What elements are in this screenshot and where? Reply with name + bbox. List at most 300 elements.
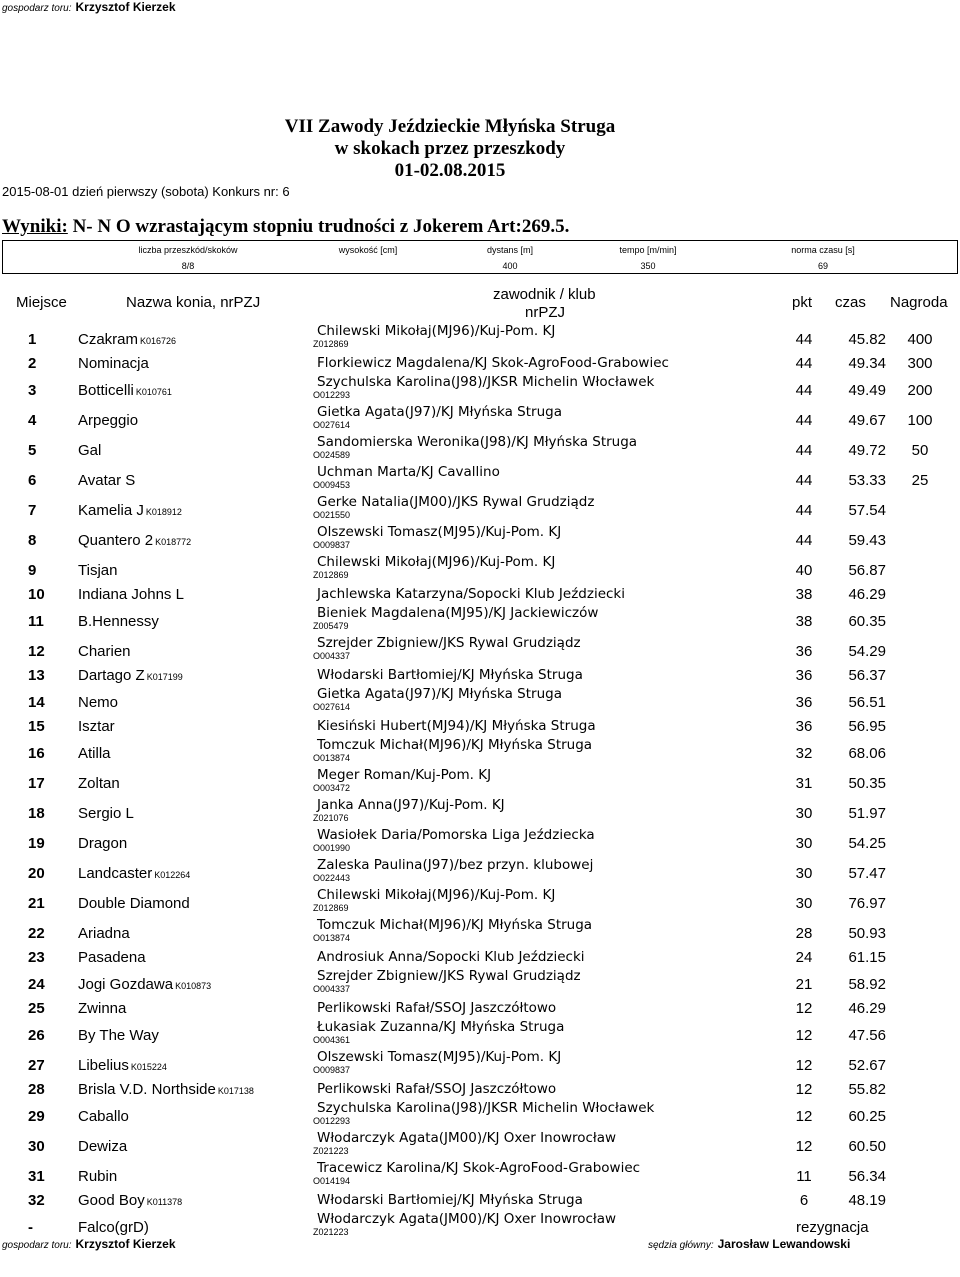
rider-id: Z021223 [313,1227,349,1237]
horse-name: By The Way [78,1027,159,1044]
horse-name: Landcaster [78,865,153,882]
rider-cell: Androsiuk Anna/Sopocki Klub Jeździecki [317,949,585,965]
rider-cell: Chilewski Mikołaj(MJ96)/Kuj-Pom. KJ [317,323,556,339]
rider-cell: Chilewski Mikołaj(MJ96)/Kuj-Pom. KJ [317,554,556,570]
rider-cell: Włodarski Bartłomiej/KJ Młyńska Struga [317,667,583,683]
rider-id: Z012869 [313,339,349,349]
rider-id: O013874 [313,933,351,943]
points-cell: 12 [795,1081,813,1098]
horse-id: K018772 [155,537,192,547]
points-cell: 12 [795,1027,813,1044]
time-cell: 49.72 [848,442,886,459]
horse-cell [78,643,131,660]
footer-judge [648,1237,850,1251]
horse-cell [78,502,182,519]
horse-cell [78,472,135,489]
place-cell: 18 [28,805,45,822]
col-horse: Nazwa konia, nrPZJ [126,294,261,311]
prize-cell: 300 [907,355,933,372]
time-cell: 57.54 [848,502,886,519]
time-cell: 56.37 [848,667,886,684]
place-cell: 21 [28,895,45,912]
result-row [0,434,960,464]
horse-cell [78,1219,149,1236]
result-row [0,665,960,686]
result-row [0,737,960,767]
horse-cell [78,775,120,792]
rider-id: O003472 [313,783,351,793]
time-cell: 56.95 [848,718,886,735]
result-row [0,1130,960,1160]
time-cell: 56.34 [848,1168,886,1185]
rider-id: O013874 [313,753,351,763]
horse-name: Tisjan [78,562,118,579]
horse-name: Caballo [78,1108,129,1125]
rider-cell: Florkiewicz Magdalena/KJ Skok-AgroFood-Grabowiec [317,355,669,371]
result-row [0,968,960,998]
rider-id: O027614 [313,702,351,712]
prize-cell: 100 [907,412,933,429]
horse-name: Rubin [78,1168,118,1185]
rider-cell: Olszewski Tomasz(MJ95)/Kuj-Pom. KJ [317,524,562,540]
horse-cell [78,1027,159,1044]
horse-cell [78,805,134,822]
time-cell: 56.51 [848,694,886,711]
horse-name: Brisla V.D. Northside [78,1081,216,1098]
rider-id: O009837 [313,540,351,550]
rider-cell: Włodarczyk Agata(JM00)/KJ Oxer Inowrocław [317,1130,617,1146]
result-row [0,716,960,737]
horse-cell [78,613,159,630]
place-cell: 29 [28,1108,45,1125]
col-prize: Nagroda [890,294,948,311]
points-cell: 44 [795,502,813,519]
points-cell: 38 [795,613,813,630]
time-cell: 76.97 [848,895,886,912]
result-row [0,404,960,434]
time-cell: 58.92 [848,976,886,993]
time-cell: 52.67 [848,1057,886,1074]
points-cell: 38 [795,586,813,603]
horse-name: Ariadna [78,925,130,942]
time-cell: 46.29 [848,586,886,603]
time-cell: 54.25 [848,835,886,852]
col-place: Miejsce [16,294,67,311]
place-cell: 10 [28,586,45,603]
result-row [0,998,960,1019]
results-label: Wyniki: [2,216,68,237]
rider-id: O004337 [313,984,351,994]
rider-id: Z012869 [313,570,349,580]
points-cell: 44 [795,442,813,459]
horse-name: Gal [78,442,102,459]
result-row [0,857,960,887]
rider-cell: Olszewski Tomasz(MJ95)/Kuj-Pom. KJ [317,1049,562,1065]
result-row [0,1100,960,1130]
time-cell: 49.67 [848,412,886,429]
horse-cell [78,925,130,942]
horse-cell [78,1138,127,1155]
rider-id: O001990 [313,843,351,853]
rider-id: O022443 [313,873,351,883]
points-cell: 21 [795,976,813,993]
param-value-obstacles: 8/8 [181,261,195,271]
horse-cell [78,412,138,429]
col-rider: zawodnik / klub [493,286,596,303]
horse-cell [78,895,190,912]
rider-id: O027614 [313,420,351,430]
result-row [0,323,960,353]
horse-name: Libelius [78,1057,129,1074]
result-row [0,767,960,797]
points-cell: 36 [795,667,813,684]
horse-id: K015224 [130,1062,167,1072]
place-cell: 30 [28,1138,45,1155]
place-cell: 31 [28,1168,45,1185]
horse-id: K016726 [140,336,177,346]
event-dates: 01-02.08.2015 [394,160,506,181]
rider-id: Z012869 [313,903,349,913]
param-header-time-norm: norma czasu [s] [791,245,855,255]
horse-cell [78,949,146,966]
result-row [0,887,960,917]
footer-judge-label: sędzia główny: [648,1240,714,1251]
param-value-distance: 400 [502,261,518,271]
result-row [0,1049,960,1079]
horse-cell [78,1192,182,1209]
points-cell: 36 [795,718,813,735]
rider-cell: Kiesiński Hubert(MJ94)/KJ Młyńska Struga [317,718,596,734]
place-cell: 26 [28,1027,45,1044]
rider-cell: Janka Anna(J97)/Kuj-Pom. KJ [317,797,505,813]
rider-cell: Meger Roman/Kuj-Pom. KJ [317,767,492,783]
course-params [2,240,958,274]
horse-name: Pasadena [78,949,146,966]
time-cell: 68.06 [848,745,886,762]
rider-cell: Gietka Agata(J97)/KJ Młyńska Struga [317,404,562,420]
horse-cell [78,355,149,372]
rider-id: O014194 [313,1176,351,1186]
result-row [0,464,960,494]
rider-cell: Tomczuk Michał(MJ96)/KJ Młyńska Struga [317,737,593,753]
points-cell: 24 [795,949,813,966]
rider-id: Z005479 [313,621,349,631]
rider-cell: Szychulska Karolina(J98)/JKSR Michelin Włocławek [317,374,655,390]
time-cell: 60.50 [848,1138,886,1155]
param-header-tempo: tempo [m/min] [619,245,677,255]
horse-id: K017138 [217,1086,254,1096]
points-cell: 44 [795,331,813,348]
place-cell: 4 [28,412,37,429]
horse-name: Botticelli [78,382,134,399]
result-row [0,686,960,716]
points-cell: 44 [795,532,813,549]
event-title: VII Zawody Jeździeckie Młyńska Struga [284,116,616,137]
points-cell: 12 [795,1057,813,1074]
place-cell: 23 [28,949,45,966]
horse-name: Zwinna [78,1000,127,1017]
result-row [0,584,960,605]
place-cell: 3 [28,382,37,399]
horse-id: K010761 [135,387,172,397]
place-cell: 15 [28,718,45,735]
horse-name: Double Diamond [78,895,190,912]
rider-cell: Zaleska Paulina(J97)/bez przyn. klubowej [317,857,594,873]
horse-cell [78,331,176,348]
rider-cell: Gerke Natalia(JM00)/JKS Rywal Grudziądz [317,494,595,510]
rider-cell: Szrejder Zbigniew/JKS Rywal Grudziądz [317,968,581,984]
prize-cell: 25 [911,472,929,489]
place-cell: 16 [28,745,45,762]
points-cell: 30 [795,895,813,912]
col-rider-id: nrPZJ [525,304,566,321]
place-cell: 25 [28,1000,45,1017]
time-cell: 55.82 [848,1081,886,1098]
rider-cell: Szychulska Karolina(J98)/JKSR Michelin Włocławek [317,1100,655,1116]
host-line [2,0,176,14]
place-cell: 32 [28,1192,45,1209]
points-cell: 6 [799,1192,809,1209]
rider-cell: Tomczuk Michał(MJ96)/KJ Młyńska Struga [317,917,593,933]
points-cell: 44 [795,412,813,429]
place-cell: 22 [28,925,45,942]
rider-cell: Łukasiak Zuzanna/KJ Młyńska Struga [317,1019,565,1035]
time-cell: 60.35 [848,613,886,630]
host-label: gospodarz toru: [2,3,72,14]
rider-id: O004361 [313,1035,351,1045]
col-time: czas [835,294,866,311]
results-title: N- N O wzrastającym stopniu trudności z Jokerem Art:269.5. [72,216,570,237]
rider-id: Z021223 [313,1146,349,1156]
points-cell: 30 [795,805,813,822]
rider-cell: Uchman Marta/KJ Cavallino [317,464,500,480]
time-cell: 51.97 [848,805,886,822]
time-cell: 50.93 [848,925,886,942]
rider-cell: Włodarczyk Agata(JM00)/KJ Oxer Inowrocław [317,1211,617,1227]
horse-id: K011378 [146,1197,183,1207]
horse-name: Jogi Gozdawa [78,976,174,993]
param-value-time-norm: 69 [817,261,828,271]
rider-cell: Włodarski Bartłomiej/KJ Młyńska Struga [317,1192,583,1208]
host-name: Krzysztof Kierzek [75,0,176,14]
place-cell: 8 [28,532,37,549]
rider-cell: Gietka Agata(J97)/KJ Młyńska Struga [317,686,562,702]
param-header-height: wysokość [cm] [338,245,398,255]
horse-id: K017199 [146,672,183,682]
points-cell: 44 [795,382,813,399]
time-cell: 60.25 [848,1108,886,1125]
place-cell: 9 [28,562,37,579]
result-row [0,374,960,404]
horse-cell [78,718,115,735]
points-cell: 36 [795,643,813,660]
footer-host-name: Krzysztof Kierzek [75,1237,176,1251]
result-row [0,635,960,665]
horse-name: Falco(grD) [78,1219,149,1236]
place-cell: 14 [28,694,45,711]
horse-id: K018912 [145,507,182,517]
place-cell: 27 [28,1057,45,1074]
results-heading [2,216,569,238]
time-cell: 47.56 [848,1027,886,1044]
horse-name: Atilla [78,745,111,762]
points-cell: 12 [795,1000,813,1017]
horse-cell [78,835,127,852]
place-cell: 6 [28,472,37,489]
time-cell: 49.34 [848,355,886,372]
result-row [0,353,960,374]
horse-cell [78,1168,117,1185]
col-points: pkt [792,294,813,311]
horse-name: Sergio L [78,805,134,822]
horse-name: Good Boy [78,1192,145,1209]
rider-id: O004337 [313,651,351,661]
horse-cell [78,532,191,549]
place-cell: 13 [28,667,45,684]
points-cell: 12 [795,1138,813,1155]
result-row [0,524,960,554]
horse-name: Nemo [78,694,119,711]
param-value-tempo: 350 [640,261,656,271]
rider-cell: Jachlewska Katarzyna/Sopocki Klub Jeździecki [317,586,626,602]
horse-cell [78,1057,167,1074]
horse-cell [78,745,111,762]
points-cell: 32 [795,745,813,762]
horse-name: Nominacja [78,355,149,372]
prize-cell: 50 [911,442,929,459]
horse-name: Zoltan [78,775,120,792]
result-row [0,605,960,635]
time-cell: 50.35 [848,775,886,792]
prize-cell: 400 [907,331,933,348]
horse-cell [78,586,184,603]
time-cell: 49.49 [848,382,886,399]
points-cell: 11 [796,1168,812,1185]
horse-name: Kamelia J [78,502,144,519]
result-row [0,1019,960,1049]
rider-id: O009453 [313,480,351,490]
time-cell: 57.47 [848,865,886,882]
rider-id: Z021076 [313,813,349,823]
horse-name: Czakram [78,331,139,348]
rider-cell: Perlikowski Rafał/SSOJ Jaszczółtowo [317,1081,557,1097]
result-row [0,554,960,584]
result-row [0,1160,960,1190]
day-line: 2015-08-01 dzień pierwszy (sobota) Konkurs nr: 6 [2,184,290,199]
time-cell: 48.19 [848,1192,886,1209]
horse-cell [78,562,117,579]
param-header-obstacles: liczba przeszkód/skoków [138,245,238,255]
prize-cell: 200 [907,382,933,399]
horse-name: Avatar S [78,472,136,489]
place-cell: 24 [28,976,45,993]
place-cell: 19 [28,835,45,852]
place-cell: 28 [28,1081,45,1098]
time-cell: 45.82 [848,331,886,348]
rider-id: O012293 [313,390,351,400]
horse-cell [78,1000,126,1017]
points-cell: 36 [795,694,813,711]
footer-judge-name: Jarosław Lewandowski [717,1237,851,1251]
points-cell: 44 [795,355,813,372]
place-cell: - [28,1219,33,1236]
horse-name: Dartago Z [78,667,145,684]
rider-id: O024589 [313,450,351,460]
horse-id: K010873 [175,981,212,991]
horse-name: Arpeggio [78,412,139,429]
rider-cell: Tracewicz Karolina/KJ Skok-AgroFood-Grabowiec [317,1160,641,1176]
place-cell: 17 [28,775,45,792]
footer-host-label: gospodarz toru: [2,1240,72,1251]
horse-name: Dewiza [78,1138,128,1155]
points-cell: 28 [795,925,813,942]
place-cell: 2 [28,355,37,372]
place-cell: 7 [28,502,37,519]
horse-name: B.Hennessy [78,613,159,630]
points-cell: 30 [795,835,813,852]
place-cell: 20 [28,865,45,882]
points-cell: 30 [795,865,813,882]
horse-cell [78,1081,254,1098]
horse-cell [78,382,172,399]
horse-id: K012264 [154,870,191,880]
horse-cell [78,667,183,684]
time-cell: 59.43 [848,532,886,549]
rider-cell: Wasiołek Daria/Pomorska Liga Jeździecka [317,827,595,843]
points-cell: 31 [795,775,813,792]
place-cell: 5 [28,442,37,459]
result-row [0,797,960,827]
horse-cell [78,976,211,993]
result-row [0,1190,960,1211]
time-cell: 46.29 [848,1000,886,1017]
rider-cell: Perlikowski Rafał/SSOJ Jaszczółtowo [317,1000,557,1016]
rider-cell: Szrejder Zbigniew/JKS Rywal Grudziądz [317,635,581,651]
rider-id: O021550 [313,510,351,520]
time-cell: 56.87 [848,562,886,579]
horse-cell [78,694,118,711]
points-cell: 12 [795,1108,813,1125]
place-cell: 11 [28,613,44,630]
param-header-distance: dystans [m] [486,245,533,255]
horse-cell [78,442,101,459]
time-cell: 54.29 [848,643,886,660]
place-cell: 12 [28,643,45,660]
horse-name: Dragon [78,835,128,852]
points-cell: 40 [795,562,813,579]
time-cell: 61.15 [848,949,886,966]
result-row [0,494,960,524]
horse-cell [78,865,190,882]
result-row [0,947,960,968]
footer-host [2,1237,176,1251]
horse-cell [78,1108,129,1125]
event-subtitle: w skokach przez przeszkody [334,138,566,159]
note-cell: rezygnacja [796,1219,869,1236]
rider-id: O009837 [313,1065,351,1075]
place-cell: 1 [28,331,37,348]
rider-cell: Sandomierska Weronika(J98)/KJ Młyńska Struga [317,434,638,450]
result-row [0,917,960,947]
horse-name: Quantero 2 [78,532,154,549]
result-row [0,827,960,857]
horse-name: Charien [78,643,131,660]
points-cell: 44 [795,472,813,489]
rider-cell: Bieniek Magdalena(MJ95)/KJ Jackiewiczów [317,605,599,621]
time-cell: 53.33 [848,472,886,489]
rider-cell: Chilewski Mikołaj(MJ96)/Kuj-Pom. KJ [317,887,556,903]
horse-name: Indiana Johns L [78,586,184,603]
